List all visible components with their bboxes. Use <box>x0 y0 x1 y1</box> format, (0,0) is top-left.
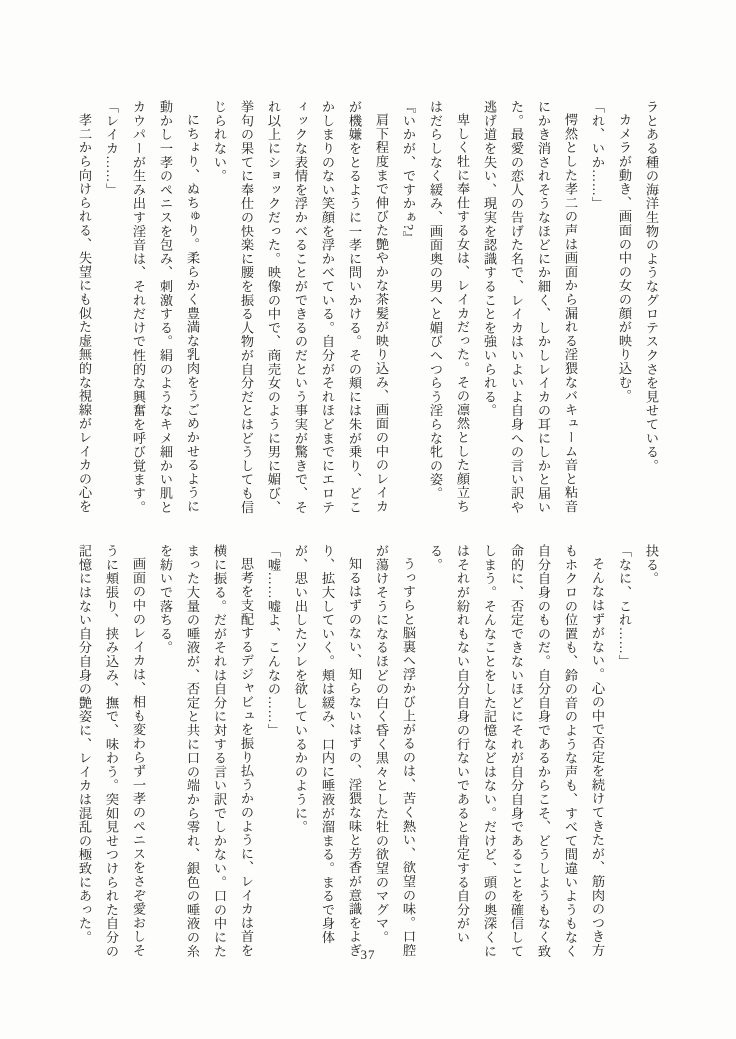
text-line: にかき消されそうなほどにか細く、しかしレイカの耳にしかと届い <box>536 100 551 514</box>
text-line: かしまりのない笑顔を浮かべている。自分がそれほどまでにエロテ <box>320 100 335 514</box>
text-line: 「レイカ……」 <box>104 100 119 197</box>
text-line: ラとある種の海洋生物のようなグロテスクさを見せている。 <box>644 100 659 473</box>
page-number: 37 <box>360 947 376 962</box>
text-line: 自分自身のものだ。自分自身であるからこそ、どうしようもなく致 <box>536 544 551 958</box>
text-line: 知るはずのない、知らないはずの、淫猥な味と芳香が意識をよぎ <box>347 557 362 958</box>
text-line: 挙句の果てに奉仕の快楽に腰を振る人物が自分だとはどうしても信 <box>239 100 254 514</box>
text-line: を紡いで落ちる。 <box>158 544 173 655</box>
text-line: 愕然とした孝二の声は画面から漏れる淫猥なバキューム音と粘音 <box>563 113 578 514</box>
text-line: しまう。そんなことをした記憶などはない。だけど、頭の奥深くに <box>482 544 497 958</box>
text-line: そんなはずがない。心の中で否定を続けてきたが、筋肉のつき方 <box>590 557 605 958</box>
text-line: 抉る。 <box>644 544 659 586</box>
text-line: カメラが動き、画面の中の女の顔が映り込む。 <box>617 113 632 403</box>
text-line: た。最愛の恋人の告げた名で、レイカはいよいよ自身への言い訳や <box>509 100 524 514</box>
text-line: 記憶にはない自分自身の艶姿に、レイカは混乱の極致にあった。 <box>77 544 92 945</box>
text-line: 卑しく牡に奉仕する女は、レイカだった。その凛然とした顔立ち <box>455 113 470 514</box>
text-line: が機嫌をとるように一孝に問いかける。その頬には朱が乗り、どこ <box>347 100 362 514</box>
text-line: 思考を支配するデジャビュを振り払うかのように、レイカは首を <box>239 557 254 958</box>
text-line: もホクロの位置も、鈴の音のような声も、すべて間違いようもなく <box>563 544 578 958</box>
text-line: 「嘘……嘘よ、こんなの……」 <box>266 544 281 738</box>
text-line: れ以上にショックだった。映像の中で、商売女のように男に媚び、 <box>266 100 281 514</box>
lower-text-block <box>71 544 665 956</box>
text-line: はだらしなく緩み、画面奥の男へと媚びへつらう淫らな牝の姿。 <box>428 100 443 501</box>
text-line: ィックな表情を浮かべることができるのだという事実が驚きで、そ <box>293 100 308 514</box>
text-line: る。 <box>428 544 443 572</box>
text-line: 画面の中のレイカは、相も変わらず一孝のペニスをさぞ愛おしそ <box>131 557 146 958</box>
text-line: り、拡大していく。頬は緩み、口内に唾液が溜まる。まるで身体 <box>320 544 335 945</box>
text-line: 『いかが、ですかぁ?』 <box>401 100 416 245</box>
text-line: うっすらと脳裏へ浮かび上がるのは、苦く熱い、欲望の味。口腔 <box>401 557 416 958</box>
text-line: 命的に、否定できないほどにそれが自分自身であることを確信して <box>509 544 524 958</box>
text-line: 横に振る。だがそれは自分に対する言い訳でしかない。口の中にた <box>212 544 227 958</box>
text-line: が蕩けそうになるほどの白く昏く黒々とした牡の欲望のマグマ。 <box>374 544 389 945</box>
text-line: 「なに、これ……」 <box>617 544 632 669</box>
text-line: うに頬張り、挟み込み、撫で、味わう。突如見せつけられた自分の <box>104 544 119 958</box>
text-line: 逃げ道を失い、現実を認識することを強いられる。 <box>482 100 497 418</box>
text-line: 「れ、いか……」 <box>590 100 605 211</box>
upper-text-block <box>71 100 665 512</box>
text-line: はそれが紛れもない自分自身の行ないであると肯定する自分がい <box>455 544 470 945</box>
text-line: じられない。 <box>212 100 227 183</box>
text-line: 動かし一孝のペニスを包み、刺激する。絹のようなキメ細かい肌と <box>158 100 173 514</box>
text-line: にちょり、ぬちゅり。柔らかく豊満な乳肉をうごめかせるように <box>185 113 200 514</box>
text-line: 肩下程度まで伸びた艶やかな茶髪が映り込み、画面の中のレイカ <box>374 113 389 514</box>
text-line: が、思い出したソレを欲しているかのように。 <box>293 544 308 834</box>
text-line: まった大量の唾液が、否定と共に口の端から零れ、銀色の唾液の糸 <box>185 544 200 958</box>
text-line: 孝二から向けられる、失望にも似た虚無的な視線がレイカの心を <box>77 113 92 514</box>
text-line: カウパーが生み出す淫音は、それだけで性的な興奮を呼び覚ます。 <box>131 100 146 514</box>
